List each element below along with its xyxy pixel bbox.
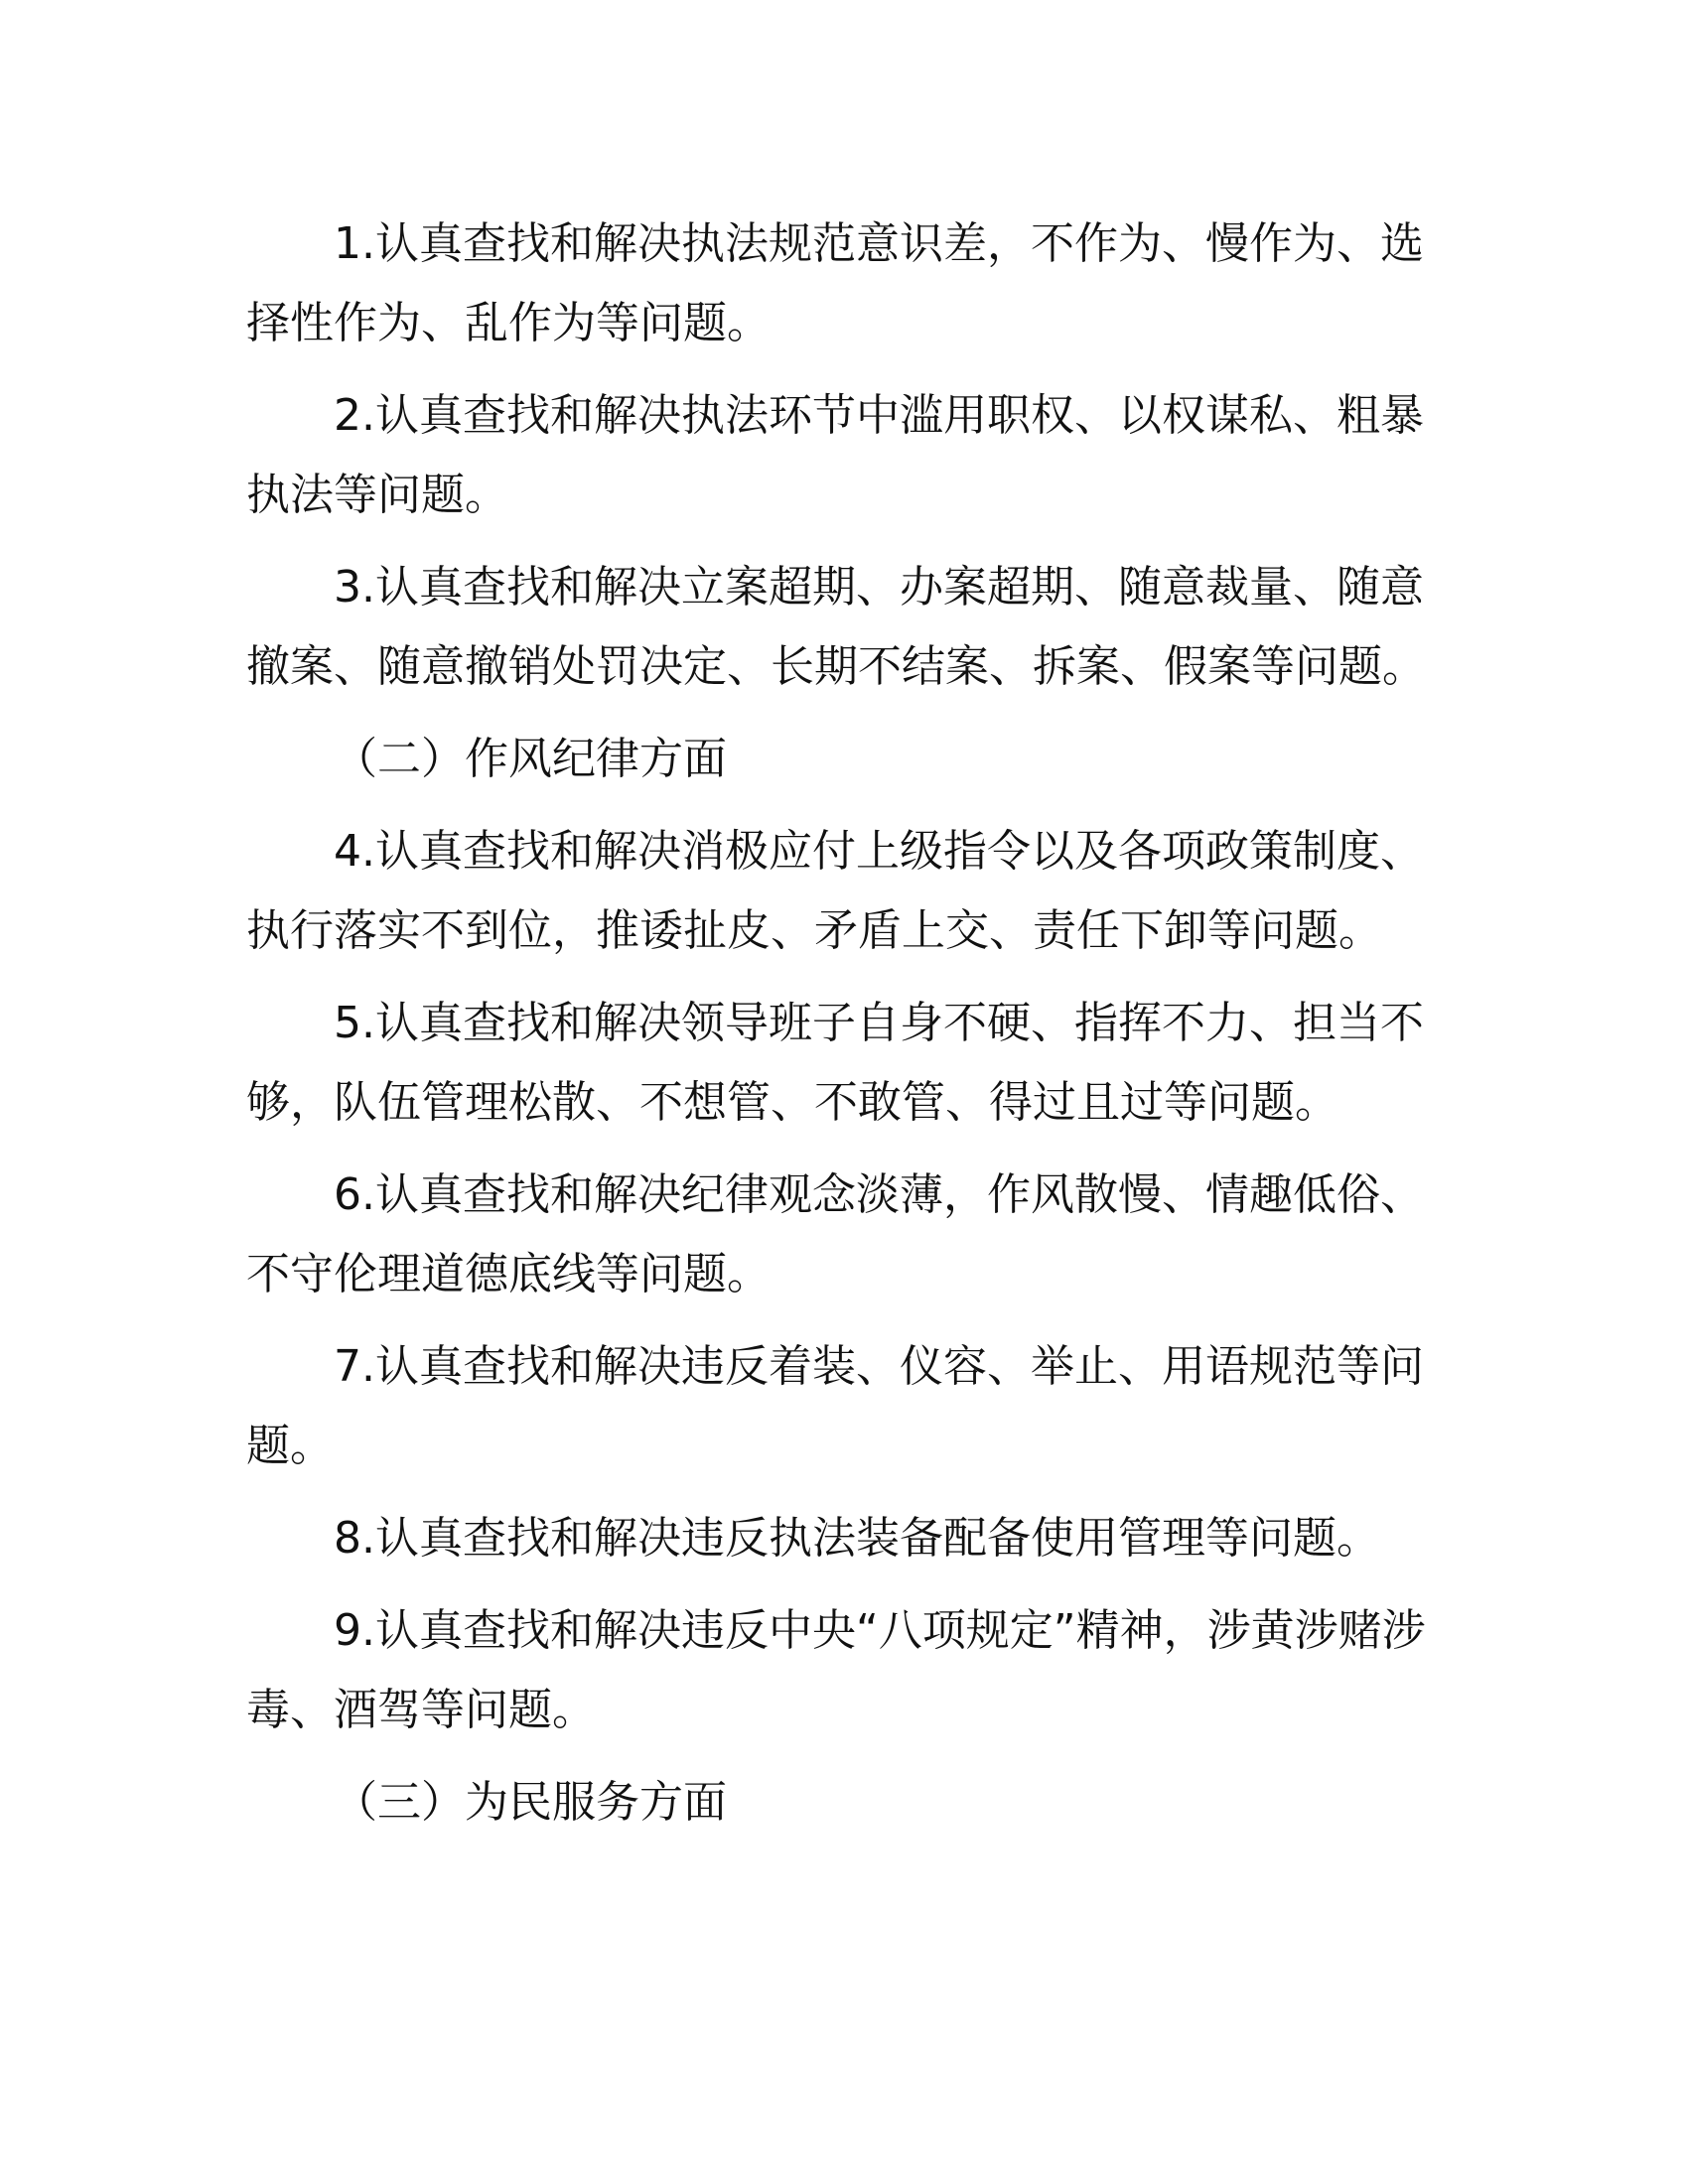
list-item-7: 7.认真查找和解决违反着装、仪容、举止、用语规范等问题。 bbox=[246, 1341, 1424, 1471]
list-item-5: 5.认真查找和解决领导班子自身不硬、指挥不力、担当不够，队伍管理松散、不想管、不敢管、得过且过等问题。 bbox=[246, 998, 1424, 1128]
list-item-8: 8.认真查找和解决违反执法装备配备使用管理等问题。 bbox=[334, 1513, 1380, 1564]
list-item-6: 6.认真查找和解决纪律观念淡薄，作风散慢、情趣低俗、不守伦理道德底线等问题。 bbox=[246, 1169, 1424, 1299]
section-heading-2: （二）作风纪律方面 bbox=[334, 734, 727, 784]
list-item-1: 1.认真查找和解决执法规范意识差，不作为、慢作为、选择性作为、乱作为等问题。 bbox=[246, 218, 1424, 348]
section-heading-3: （三）为民服务方面 bbox=[334, 1777, 727, 1828]
document-body bbox=[246, 205, 1438, 1855]
list-item-9: 9.认真查找和解决违反中央“八项规定”精神，涉黄涉赌涉毒、酒驾等问题。 bbox=[246, 1605, 1426, 1735]
list-item-3: 3.认真查找和解决立案超期、办案超期、随意裁量、随意撤案、随意撤销处罚决定、长期不结案、拆案、假案等问题。 bbox=[246, 562, 1426, 692]
list-item-4: 4.认真查找和解决消极应付上级指令以及各项政策制度、执行落实不到位，推诿扯皮、矛盾上交、责任下卸等问题。 bbox=[246, 826, 1424, 956]
list-item-2: 2.认真查找和解决执法环节中滥用职权、以权谋私、粗暴执法等问题。 bbox=[246, 390, 1424, 520]
